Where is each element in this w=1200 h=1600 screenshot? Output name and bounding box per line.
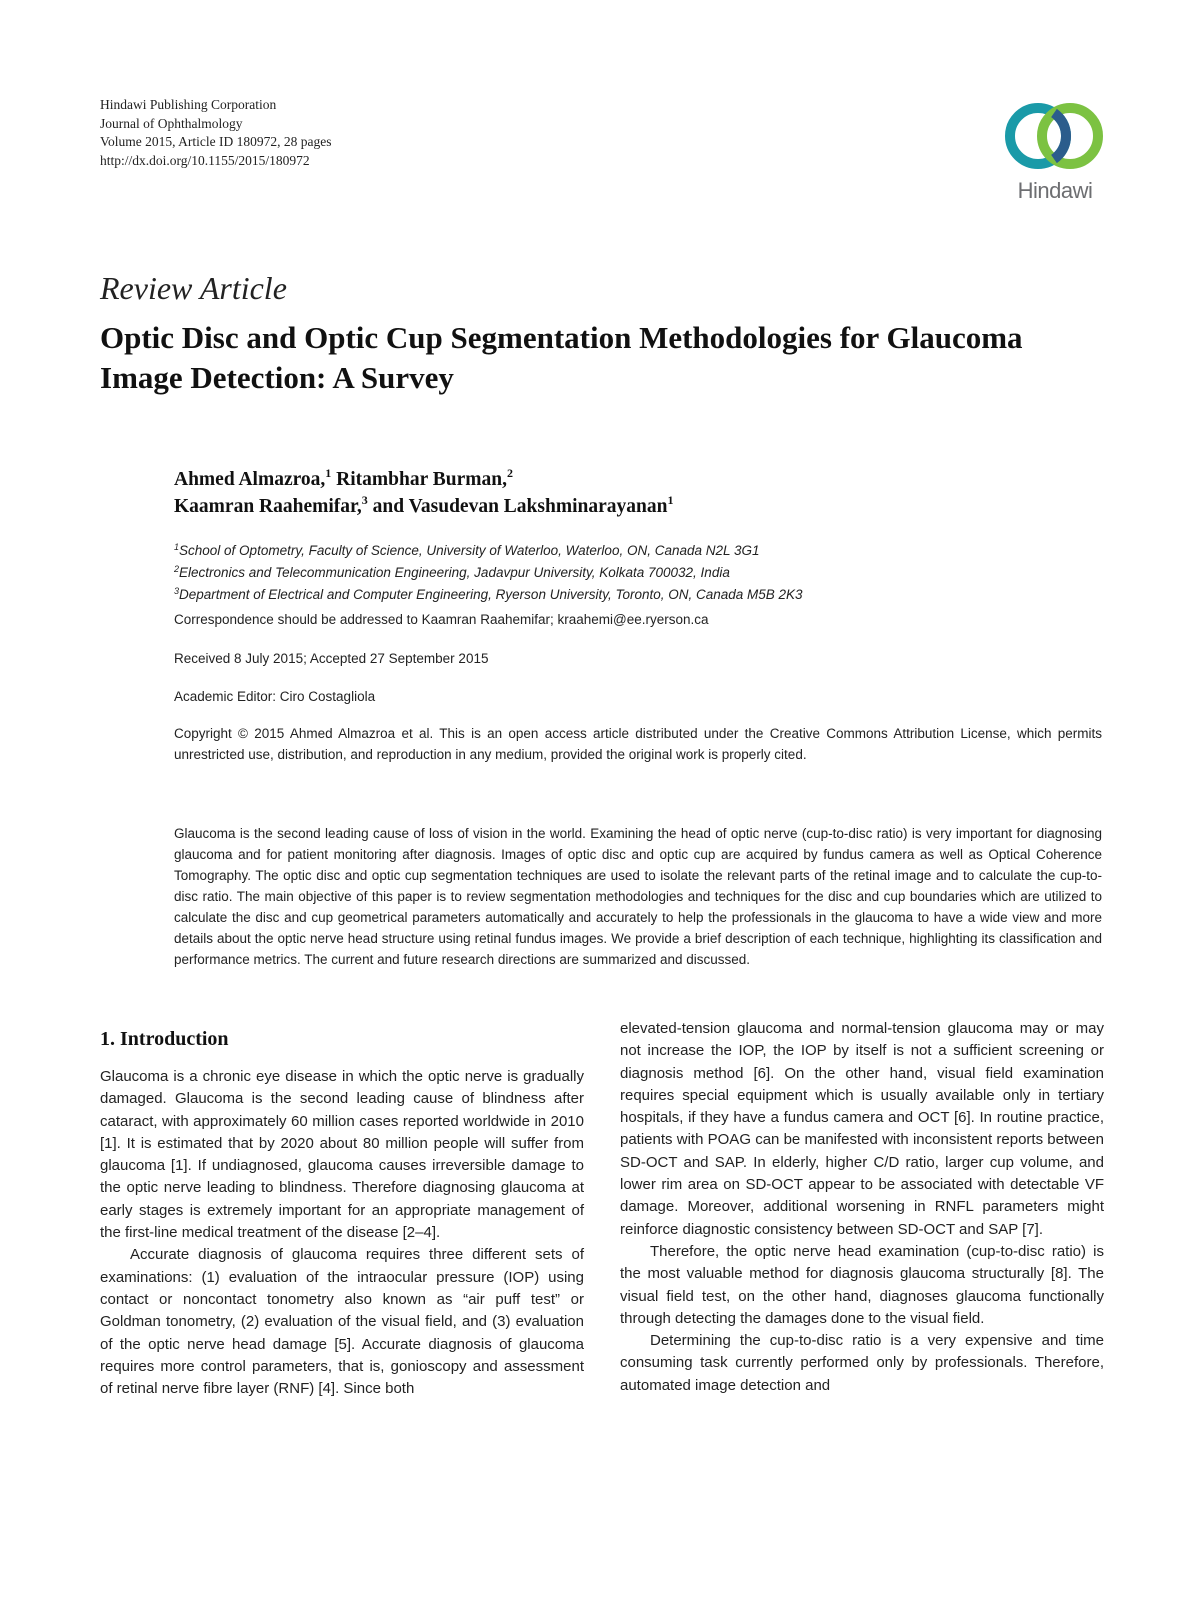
academic-editor: Academic Editor: Ciro Costagliola <box>174 689 376 704</box>
author-affil-ref: 3 <box>361 493 368 507</box>
received-dates: Received 8 July 2015; Accepted 27 September 2015 <box>174 651 489 666</box>
body-column-left <box>100 1026 584 1400</box>
doi-link[interactable]: http://dx.doi.org/10.1155/2015/180972 <box>100 152 310 168</box>
body-paragraph: Glaucoma is a chronic eye disease in which the optic nerve is gradually damaged. Glaucoma is the second leading cause of blindness after cataract, with approximately 60 million cases reported worldwide in 2010 [1]. It is estimated that by 2020 about 80 million people will suffer from glaucoma [1]. If undiagnosed, glaucoma causes irreversible damage to the optic nerve leading to blindness. Therefore diagnosing glaucoma at early stages is extremely important for an appropriate management of the first-line medical treatment of the disease [2–4]. <box>100 1068 584 1242</box>
abstract: Glaucoma is the second leading cause of loss of vision in the world. Examining the head of optic nerve (cup-to-disc ratio) is very important for diagnosing glaucoma and for patient monitoring after diagnosis. Images of optic disc and optic cup are acquired by fundus camera as well as Optical Coherence Tomography. The optic disc and optic cup segmentation techniques are used to isolate the relevant parts of the retinal image and to calculate the cup-to-disc ratio. The main objective of this paper is to review segmentation methodologies and techniques for the disc and cup boundaries which are utilized to calculate the disc and cup geometrical parameters automatically and accurately to help the professionals in the glaucoma to have a wide view and more details about the optic nerve head structure using retinal fundus images. We provide a brief description of each technique, highlighting its classification and performance metrics. The current and future research directions are summarized and discussed. <box>174 826 1102 967</box>
publisher: Hindawi Publishing Corporation <box>100 97 277 112</box>
author-affil-ref: 2 <box>507 466 513 480</box>
author-name: and Vasudevan Lakshminarayanan <box>372 496 668 517</box>
author-line-2 <box>174 493 974 520</box>
author-affil-ref: 1 <box>667 493 674 507</box>
body-paragraph: Therefore, the optic nerve head examination (cup-to-disc ratio) is the most valuable method for diagnosis glaucoma structurally [8]. The visual field test, on the other hand, diagnoses glaucoma functionally through detecting the damages done to the visual field. <box>620 1242 1104 1327</box>
body-paragraph: Determining the cup-to-disc ratio is a very expensive and time consuming task currently performed only by professionals. Therefore, automated image detection and <box>620 1332 1104 1394</box>
author-line-1 <box>174 466 974 493</box>
body-paragraph: Accurate diagnosis of glaucoma requires three different sets of examinations: (1) evaluation of the intraocular pressure (IOP) using contact or noncontact tonometry also known as “air puff test” or Goldman tonometry, (2) evaluation of the visual field, and (3) evaluation of the optic nerve head damage [5]. Accurate diagnosis of glaucoma requires more control parameters, that is, gonioscopy and assessment of retinal nerve fibre layer (RNF) [4]. Since both <box>100 1246 584 1398</box>
body-paragraph: elevated-tension glaucoma and normal-tension glaucoma may or may not increase the IOP, the IOP by itself is not a sufficient screening or diagnosis method [6]. On the other hand, visual field examination requires special equipment which is usually available only in tertiary hospitals, if they have a fundus camera and OCT [6]. In routine practice, patients with POAG can be manifested with inconsistent reports between SD-OCT and SAP. In elderly, higher C/D ratio, larger cup volume, and lower rim area on SD-OCT appear to be associated with detectable VF damage. Moreover, additional worsening in RNFL parameters might reinforce diagnostic consistency between SD-OCT and SAP [7]. <box>620 1020 1104 1238</box>
affiliation: $^2$Electronics and Telecommunication Engineering, Jadavpur University, Kolkata 700032, India <box>174 564 730 580</box>
section-heading: 1. Introduction <box>100 1028 229 1050</box>
journal-name: Journal of Ophthalmology <box>100 115 243 131</box>
hindawi-logo-icon <box>1002 100 1108 180</box>
correspondence: Correspondence should be addressed to Kaamran Raahemifar; kraahemi@ee.ryerson.ca <box>174 612 709 627</box>
author-name: Ahmed Almazroa, <box>174 469 326 490</box>
article-type: Review Article <box>100 270 287 306</box>
affiliation: $^3$Department of Electrical and Computer Engineering, Ryerson University, Toronto, ON, Canada M5B 2K3 <box>174 586 803 602</box>
affiliation: $^1$School of Optometry, Faculty of Science, University of Waterloo, Waterloo, ON, Canada N2L 3G1 <box>174 542 760 558</box>
affiliation-list <box>174 540 1094 606</box>
body-column-right <box>620 1018 1104 1397</box>
author-affil-ref: 1 <box>325 466 332 480</box>
logo-wordmark: Hindawi <box>1017 178 1093 203</box>
article-title: Optic Disc and Optic Cup Segmentation Methodologies for Glaucoma Image Detection: A Survey <box>100 320 1023 395</box>
author-name: Ritambhar Burman, <box>336 469 507 490</box>
journal-header <box>100 96 331 170</box>
hindawi-logo <box>1002 100 1108 210</box>
author-list <box>174 466 974 520</box>
copyright-notice: Copyright © 2015 Ahmed Almazroa et al. This is an open access article distributed under the Creative Commons Attribution License, which permits unrestricted use, distribution, and reproduction in any medium, provided the original work is properly cited. <box>174 726 1102 762</box>
volume-info: Volume 2015, Article ID 180972, 28 pages <box>100 134 332 149</box>
author-name: Kaamran Raahemifar, <box>174 496 362 517</box>
